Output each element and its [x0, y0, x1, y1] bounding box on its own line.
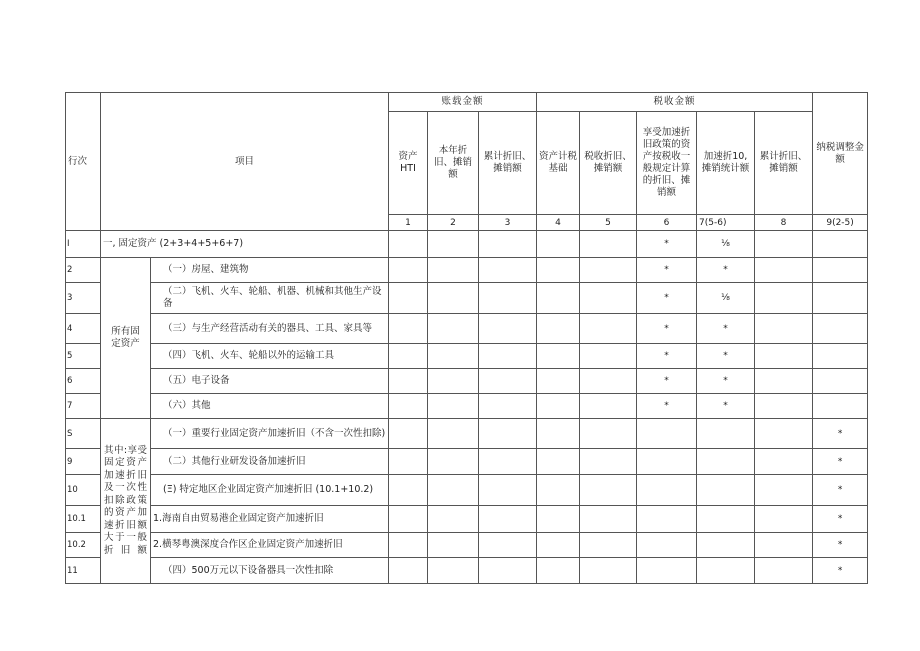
table-row [66, 283, 868, 314]
cell-2[interactable] [428, 394, 479, 419]
table-row [66, 449, 868, 475]
group-label-all-fixed-assets: 所有固定资产 [101, 258, 151, 419]
row-item: （二）其他行业研发设备加速折旧 [151, 449, 389, 475]
cell-7-mark: * [697, 258, 755, 283]
cell-8[interactable] [755, 283, 813, 314]
col-num-4: 4 [537, 215, 580, 231]
row-item: 一, 固定资产 (2+3+4+5+6+7) [101, 231, 389, 258]
header-adjust: 纳税调整金额 [813, 93, 868, 215]
row-item: （六）其他 [151, 394, 389, 419]
cell-3[interactable] [479, 558, 537, 584]
cell-9-mark [813, 314, 868, 344]
cell-6-mark [637, 533, 697, 558]
col-num-9: 9(2-5) [813, 215, 868, 231]
cell-7-mark [697, 449, 755, 475]
row-number: 5 [66, 344, 101, 369]
table-row [66, 231, 868, 258]
cell-8[interactable] [755, 344, 813, 369]
cell-2[interactable] [428, 258, 479, 283]
cell-9-mark [813, 344, 868, 369]
cell-3[interactable] [479, 449, 537, 475]
table-row [66, 344, 868, 369]
cell-1[interactable] [389, 449, 428, 475]
cell-9-mark: * [813, 533, 868, 558]
cell-5[interactable] [580, 283, 637, 314]
cell-7-mark: ⅛ [697, 283, 755, 314]
row-item: （五）电子设备 [151, 369, 389, 394]
cell-9-mark: * [813, 506, 868, 533]
cell-3[interactable] [479, 506, 537, 533]
depreciation-table [65, 92, 868, 584]
cell-4[interactable] [537, 533, 580, 558]
cell-1[interactable] [389, 258, 428, 283]
cell-4[interactable] [537, 369, 580, 394]
cell-6-mark: * [637, 369, 697, 394]
cell-5[interactable] [580, 344, 637, 369]
cell-7-mark [697, 558, 755, 584]
cell-4[interactable] [537, 394, 580, 419]
cell-3[interactable] [479, 314, 537, 344]
cell-8[interactable] [755, 506, 813, 533]
cell-4[interactable] [537, 449, 580, 475]
cell-2[interactable] [428, 369, 479, 394]
cell-8[interactable] [755, 533, 813, 558]
cell-6-mark [637, 558, 697, 584]
header-col-5: 税收折旧、摊销额 [580, 112, 637, 215]
row-number: 6 [66, 369, 101, 394]
row-number: 10.1 [66, 506, 101, 533]
cell-7-mark [697, 533, 755, 558]
col-num-8: 8 [755, 215, 813, 231]
cell-7-mark [697, 419, 755, 449]
table-row [66, 506, 868, 533]
cell-4[interactable] [537, 283, 580, 314]
cell-3[interactable] [479, 394, 537, 419]
table-row [66, 419, 868, 449]
row-number: 11 [66, 558, 101, 584]
cell-8[interactable] [755, 394, 813, 419]
cell-1[interactable] [389, 558, 428, 584]
table-row [66, 475, 868, 506]
header-row-no: 行次 [66, 93, 101, 231]
cell-2[interactable] [428, 231, 479, 258]
row-number: S [66, 419, 101, 449]
cell-5[interactable] [580, 533, 637, 558]
header-col-2: 本年折旧、摊销额 [428, 112, 479, 215]
cell-7-mark [697, 475, 755, 506]
header-col-8: 累计折旧、摊销额 [755, 112, 813, 215]
cell-5[interactable] [580, 394, 637, 419]
cell-9-mark [813, 258, 868, 283]
cell-8[interactable] [755, 475, 813, 506]
cell-9-mark: * [813, 449, 868, 475]
cell-8[interactable] [755, 258, 813, 283]
cell-3[interactable] [479, 231, 537, 258]
row-item: （一）重要行业固定资产加速折旧（不含一次性扣除) [151, 419, 389, 449]
cell-1[interactable] [389, 344, 428, 369]
cell-4[interactable] [537, 475, 580, 506]
cell-6-mark: * [637, 314, 697, 344]
cell-8[interactable] [755, 369, 813, 394]
cell-1[interactable] [389, 533, 428, 558]
cell-8[interactable] [755, 449, 813, 475]
col-num-2: 2 [428, 215, 479, 231]
cell-1[interactable] [389, 394, 428, 419]
col-num-5: 5 [580, 215, 637, 231]
row-number: 2 [66, 258, 101, 283]
cell-2[interactable] [428, 475, 479, 506]
row-number: 4 [66, 314, 101, 344]
cell-8[interactable] [755, 231, 813, 258]
cell-3[interactable] [479, 533, 537, 558]
cell-5[interactable] [580, 419, 637, 449]
header-item: 项目 [101, 93, 389, 231]
cell-1[interactable] [389, 314, 428, 344]
cell-2[interactable] [428, 419, 479, 449]
table-row [66, 369, 868, 394]
col-num-3: 3 [479, 215, 537, 231]
cell-4[interactable] [537, 558, 580, 584]
cell-1[interactable] [389, 419, 428, 449]
cell-5[interactable] [580, 314, 637, 344]
cell-5[interactable] [580, 449, 637, 475]
cell-6-mark [637, 419, 697, 449]
col-num-6: 6 [637, 215, 697, 231]
cell-5[interactable] [580, 475, 637, 506]
col-num-7: 7(5-6) [697, 215, 755, 231]
cell-7-mark: * [697, 344, 755, 369]
cell-1[interactable] [389, 369, 428, 394]
table-row [66, 314, 868, 344]
cell-3[interactable] [479, 283, 537, 314]
row-item: （二）飞机、火车、轮船、机器、机械和其他生产设备 [151, 283, 389, 314]
row-item: 2.横琴粤澳深度合作区企业固定资产加速折旧 [151, 533, 389, 558]
cell-9-mark [813, 231, 868, 258]
cell-2[interactable] [428, 558, 479, 584]
table-row [66, 558, 868, 584]
header-col-4: 资产计税基础 [537, 112, 580, 215]
cell-4[interactable] [537, 506, 580, 533]
cell-5[interactable] [580, 558, 637, 584]
cell-6-mark: * [637, 258, 697, 283]
row-number: I [66, 231, 101, 258]
table-row [66, 258, 868, 283]
cell-6-mark [637, 475, 697, 506]
cell-3[interactable] [479, 344, 537, 369]
header-col-6: 享受加速折旧政策的资产按税收一般规定计算的折旧、摊销额 [637, 112, 697, 215]
cell-2[interactable] [428, 283, 479, 314]
header-col-3: 累计折旧、摊销额 [479, 112, 537, 215]
header-tax-amount: 税收金额 [537, 93, 813, 112]
cell-1[interactable] [389, 231, 428, 258]
cell-7-mark: * [697, 369, 755, 394]
cell-4[interactable] [537, 344, 580, 369]
cell-8[interactable] [755, 419, 813, 449]
cell-5[interactable] [580, 258, 637, 283]
cell-9-mark: * [813, 475, 868, 506]
cell-3[interactable] [479, 419, 537, 449]
row-number: 7 [66, 394, 101, 419]
cell-2[interactable] [428, 506, 479, 533]
cell-2[interactable] [428, 314, 479, 344]
group-label-accelerated: 其中:享受固定资产加速折旧及一次性扣除政策的资产加速折旧额大于一般折旧额 [101, 419, 151, 584]
cell-2[interactable] [428, 533, 479, 558]
cell-3[interactable] [479, 475, 537, 506]
header-col-7: 加速折10,摊销统计额 [697, 112, 755, 215]
cell-1[interactable] [389, 475, 428, 506]
cell-6-mark [637, 506, 697, 533]
cell-9-mark [813, 283, 868, 314]
cell-6-mark: * [637, 394, 697, 419]
row-item: 1.海南自由贸易港企业固定资产加速折旧 [151, 506, 389, 533]
cell-6-mark: * [637, 344, 697, 369]
cell-9-mark: * [813, 419, 868, 449]
cell-4[interactable] [537, 258, 580, 283]
cell-2[interactable] [428, 344, 479, 369]
row-item: （四）飞机、火车、轮船以外的运输工具 [151, 344, 389, 369]
cell-3[interactable] [479, 258, 537, 283]
cell-9-mark [813, 369, 868, 394]
row-item: （一）房屋、建筑物 [151, 258, 389, 283]
row-item: （三）与生产经营活动有关的器具、工具、家具等 [151, 314, 389, 344]
row-item: （四）500万元以下设备器具一次性扣除 [151, 558, 389, 584]
cell-4[interactable] [537, 419, 580, 449]
row-number: 10.2 [66, 533, 101, 558]
row-number: 3 [66, 283, 101, 314]
cell-5[interactable] [580, 231, 637, 258]
cell-7-mark: * [697, 314, 755, 344]
row-number: 9 [66, 449, 101, 475]
cell-2[interactable] [428, 449, 479, 475]
header-book-amount: 账载金额 [389, 93, 537, 112]
cell-4[interactable] [537, 231, 580, 258]
cell-7-mark [697, 506, 755, 533]
cell-5[interactable] [580, 369, 637, 394]
cell-3[interactable] [479, 369, 537, 394]
cell-9-mark [813, 394, 868, 419]
table-row [66, 394, 868, 419]
cell-9-mark: * [813, 558, 868, 584]
cell-6-mark [637, 449, 697, 475]
cell-1[interactable] [389, 283, 428, 314]
cell-8[interactable] [755, 314, 813, 344]
row-item: (Ξ) 特定地区企业固定资产加速折旧 (10.1+10.2) [151, 475, 389, 506]
cell-6-mark: * [637, 231, 697, 258]
cell-8[interactable] [755, 558, 813, 584]
cell-7-mark: ⅛ [697, 231, 755, 258]
cell-7-mark: * [697, 394, 755, 419]
cell-5[interactable] [580, 506, 637, 533]
cell-4[interactable] [537, 314, 580, 344]
table-row [66, 533, 868, 558]
row-number: 10 [66, 475, 101, 506]
cell-1[interactable] [389, 506, 428, 533]
header-col-1: 资产HTI [389, 112, 428, 215]
cell-6-mark: * [637, 283, 697, 314]
col-num-1: 1 [389, 215, 428, 231]
